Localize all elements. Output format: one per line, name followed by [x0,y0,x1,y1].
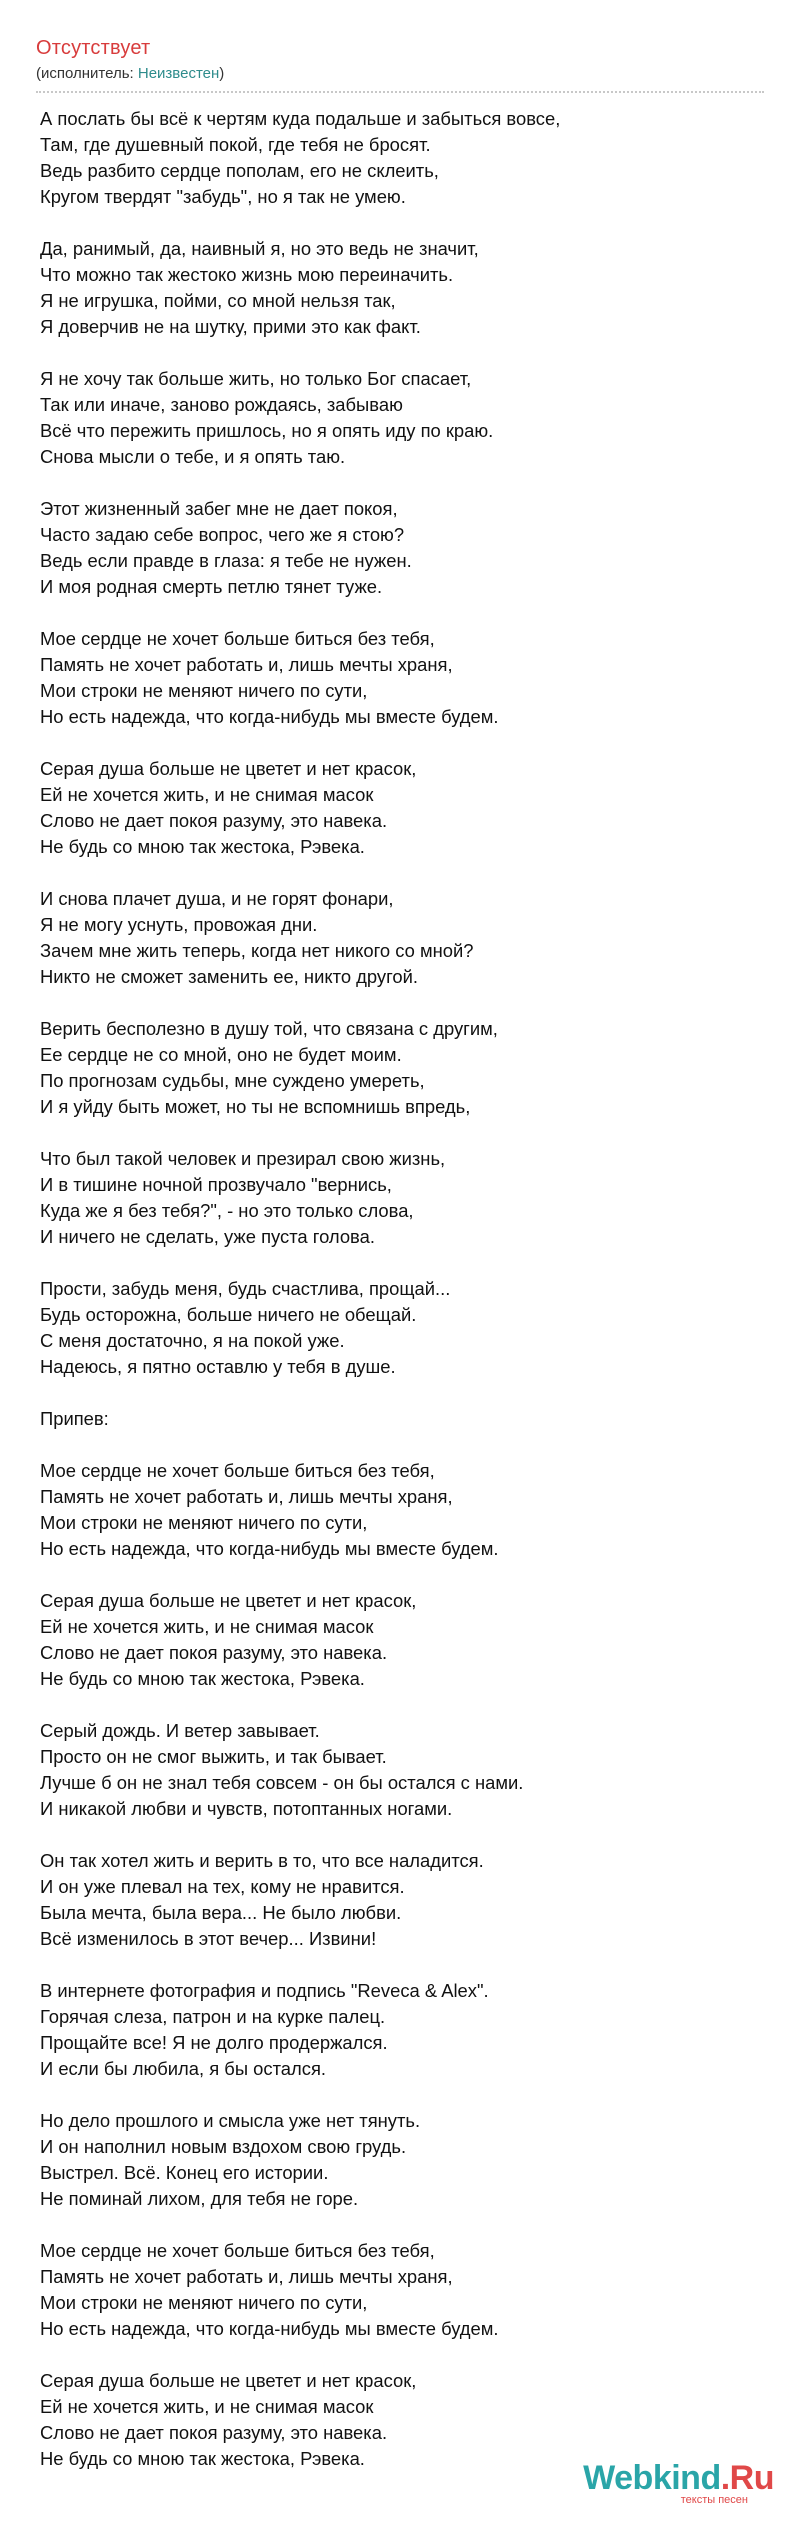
lyric-line: По прогнозам судьбы, мне суждено умереть, [40,1070,425,1091]
lyric-stanza [40,1276,740,1380]
lyric-line: Никто не сможет заменить ее, никто другой. [40,966,419,987]
lyric-line: Горячая слеза, патрон и на курке палец. [40,2006,386,2027]
lyric-line: Память не хочет работать и, лишь мечты храня, [40,654,453,675]
lyric-line: Серая душа больше не цветет и нет красок, [40,2370,417,2391]
lyric-line: Память не хочет работать и, лишь мечты храня, [40,1486,453,1507]
lyric-line: Мое сердце не хочет больше биться без тебя, [40,1460,435,1481]
lyric-line: Кругом твердят "забудь", но я так не умею. [40,186,406,207]
lyric-line: Выстрел. Всё. Конец его истории. [40,2162,329,2183]
performer-link[interactable]: Неизвестен [137,65,220,82]
lyric-stanza [40,1978,740,2082]
lyric-stanza [40,1588,740,1692]
lyric-line: Всё что пережить пришлось, но я опять иду по краю. [40,420,494,441]
lyric-line: Мое сердце не хочет больше биться без тебя, [40,2240,435,2261]
performer-line [36,64,764,83]
webkind-watermark [574,2460,774,2506]
lyric-stanza [40,2108,740,2212]
lyric-stanza [40,106,740,210]
lyric-stanza [40,1146,740,1250]
lyric-line: И никакой любви и чувств, потоптанных ногами. [40,1798,453,1819]
lyric-line: Надеюсь, я пятно оставлю у тебя в душе. [40,1356,396,1377]
lyric-stanza [40,1848,740,1952]
watermark-logo [583,2460,774,2496]
performer-suffix: ) [219,65,225,82]
lyric-stanza [40,2238,740,2342]
lyric-line: Будь осторожна, больше ничего не обещай. [40,1304,417,1325]
lyric-line: И я уйду быть может, но ты не вспомнишь впредь, [40,1096,471,1117]
lyric-line: С меня достаточно, я на покой уже. [40,1330,345,1351]
lyric-line: Просто он не смог выжить, и так бывает. [40,1746,387,1767]
lyric-line: Там, где душевный покой, где тебя не бросят. [40,134,431,155]
lyric-line: Прощайте все! Я не долго продержался. [40,2032,388,2053]
lyrics-body [40,106,740,2498]
lyric-line: Ее сердце не со мной, оно не будет моим. [40,1044,402,1065]
lyric-line: Прости, забудь меня, будь счастлива, прощай... [40,1278,451,1299]
lyric-line: Снова мысли о тебе, и я опять таю. [40,446,346,467]
header-divider [36,91,764,93]
lyric-line: Но есть надежда, что когда-нибудь мы вместе будем. [40,2318,499,2339]
lyric-line: Мои строки не меняют ничего по сути, [40,2292,368,2313]
lyric-stanza [40,1016,740,1120]
lyric-line: Лучше б он не знал тебя совсем - он бы остался с нами. [40,1772,524,1793]
lyric-line: И ничего не сделать, уже пуста голова. [40,1226,375,1247]
lyric-stanza [40,2368,740,2472]
lyric-line: И в тишине ночной прозвучало "вернись, [40,1174,392,1195]
lyric-stanza [40,1718,740,1822]
lyric-line: Серый дождь. И ветер завывает. [40,1720,320,1741]
lyric-line: Не поминай лихом, для тебя не горе. [40,2188,359,2209]
lyric-line: Серая душа больше не цветет и нет красок, [40,758,417,779]
lyric-stanza [40,756,740,860]
lyric-line: Я не игрушка, пойми, со мной нельзя так, [40,290,396,311]
lyric-line: Так или иначе, заново рождаясь, забываю [40,394,403,415]
lyric-line: Слово не дает покоя разуму, это навека. [40,810,388,831]
lyric-line: Серая душа больше не цветет и нет красок, [40,1590,417,1611]
lyric-line: Я доверчив не на шутку, прими это как факт. [40,316,421,337]
lyric-line: Я не хочу так больше жить, но только Бог спасает, [40,368,472,389]
watermark-subtitle: тексты песен [680,2494,748,2506]
lyric-line: Я не могу уснуть, провожая дни. [40,914,318,935]
lyric-stanza [40,886,740,990]
lyric-line: Что был такой человек и презирал свою жизнь, [40,1148,446,1169]
lyric-line: И моя родная смерть петлю тянет туже. [40,576,383,597]
lyric-line: Зачем мне жить теперь, когда нет никого со мной? [40,940,474,961]
song-title: Отсутствует [36,37,151,59]
lyric-line: Ведь разбито сердце пополам, его не склеить, [40,160,439,181]
lyric-line: Он так хотел жить и верить в то, что все наладится. [40,1850,484,1871]
lyric-line: Слово не дает покоя разуму, это навека. [40,1642,388,1663]
lyric-line: Слово не дает покоя разуму, это навека. [40,2422,388,2443]
lyric-line: Часто задаю себе вопрос, чего же я стою? [40,524,405,545]
lyric-line: Этот жизненный забег мне не дает покоя, [40,498,398,519]
lyric-line: Куда же я без тебя?", - но это только слова, [40,1200,414,1221]
lyric-line: И если бы любила, я бы остался. [40,2058,327,2079]
lyric-line: В интернете фотография и подпись "Reveca & Alex". [40,1980,489,2001]
lyric-line: Память не хочет работать и, лишь мечты храня, [40,2266,453,2287]
lyric-stanza [40,626,740,730]
lyric-line: Не будь со мною так жестока, Рэвека. [40,836,365,857]
lyric-line: Ей не хочется жить, и не снимая масок [40,1616,374,1637]
watermark-brand-text: Webkind [583,2459,721,2497]
lyric-line: Что можно так жестоко жизнь мою переиначить. [40,264,454,285]
lyric-stanza [40,236,740,340]
lyric-stanza [40,1406,740,1432]
lyric-line: Мои строки не меняют ничего по сути, [40,680,368,701]
lyric-line: Мое сердце не хочет больше биться без тебя, [40,628,435,649]
lyric-line: Верить бесполезно в душу той, что связана с другим, [40,1018,498,1039]
lyric-stanza [40,1458,740,1562]
lyric-line: И он уже плевал на тех, кому не нравится. [40,1876,405,1897]
lyric-stanza [40,366,740,470]
watermark-tld-text: .Ru [720,2459,774,2497]
lyric-line: Но дело прошлого и смысла уже нет тянуть. [40,2110,421,2131]
lyric-line: Но есть надежда, что когда-нибудь мы вместе будем. [40,706,499,727]
lyric-line: Ведь если правде в глаза: я тебе не нужен. [40,550,412,571]
lyric-line: А послать бы всё к чертям куда подальше и забыться вовсе, [40,108,561,129]
song-header [36,36,764,93]
lyric-line: Но есть надежда, что когда-нибудь мы вместе будем. [40,1538,499,1559]
lyric-line: Ей не хочется жить, и не снимая масок [40,2396,374,2417]
lyric-line: Ей не хочется жить, и не снимая масок [40,784,374,805]
lyric-line: Мои строки не меняют ничего по сути, [40,1512,368,1533]
performer-prefix: (исполнитель: [36,65,138,82]
lyric-line: Да, ранимый, да, наивный я, но это ведь не значит, [40,238,479,259]
lyric-line: Не будь со мною так жестока, Рэвека. [40,2448,365,2469]
lyric-stanza [40,496,740,600]
lyric-line: Припев: [40,1408,109,1429]
lyric-line: И он наполнил новым вздохом свою грудь. [40,2136,407,2157]
lyric-line: И снова плачет душа, и не горят фонари, [40,888,394,909]
lyric-line: Всё изменилось в этот вечер... Извини! [40,1928,377,1949]
lyric-line: Была мечта, была вера... Не было любви. [40,1902,402,1923]
lyric-line: Не будь со мною так жестока, Рэвека. [40,1668,365,1689]
